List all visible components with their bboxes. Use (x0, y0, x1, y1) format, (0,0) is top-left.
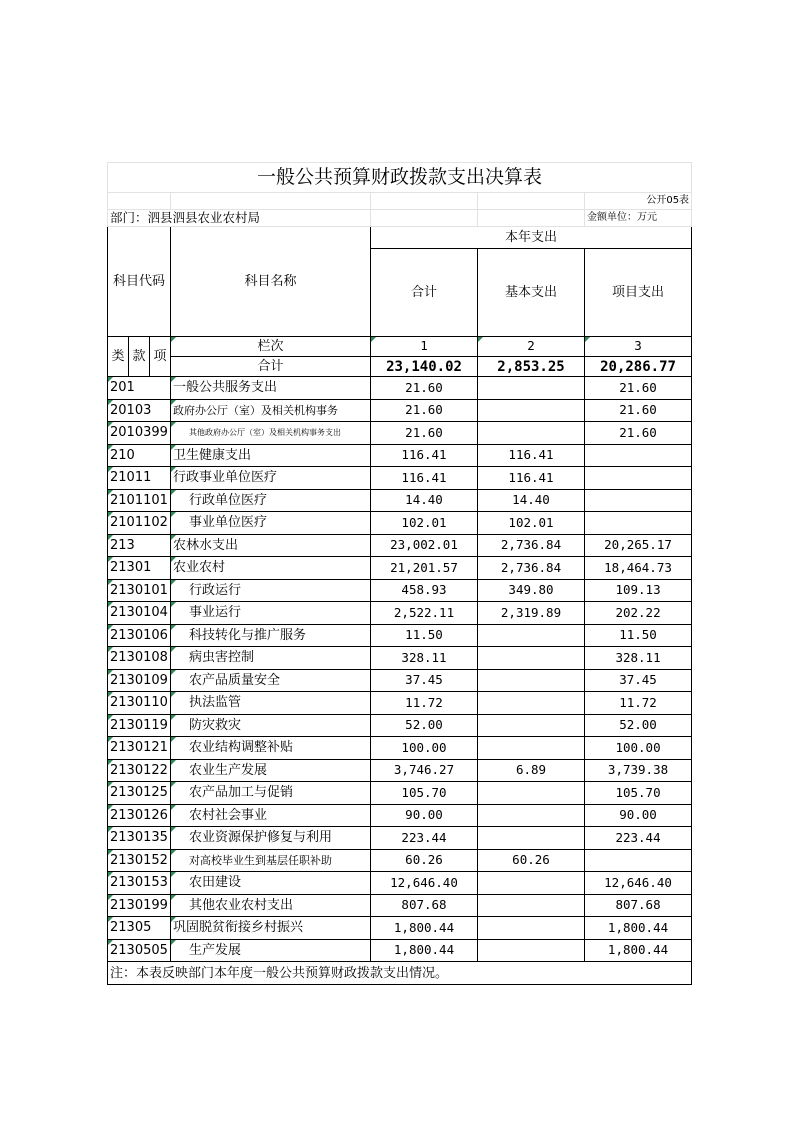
row-project: 328.11 (585, 647, 692, 670)
row-code: 2130199 (108, 894, 171, 917)
row-name: 农村社会事业 (171, 804, 371, 827)
table-row (108, 827, 692, 850)
summary-basic: 2,853.25 (478, 357, 585, 377)
row-code: 2130106 (108, 624, 171, 647)
row-project: 52.00 (585, 714, 692, 737)
row-project: 20,265.17 (585, 534, 692, 557)
data-rows (108, 377, 692, 962)
col-index-2: 2 (478, 337, 585, 357)
header-xiang: 项 (150, 337, 171, 377)
row-basic (478, 827, 585, 850)
budget-sheet (107, 162, 691, 985)
row-total: 23,002.01 (371, 534, 478, 557)
row-code: 21305 (108, 917, 171, 940)
row-basic (478, 714, 585, 737)
row-code: 2101102 (108, 512, 171, 535)
header-project: 项目支出 (585, 249, 692, 337)
row-name: 科技转化与推广服务 (171, 624, 371, 647)
row-basic: 2,736.84 (478, 557, 585, 580)
row-total: 14.40 (371, 489, 478, 512)
row-basic (478, 737, 585, 760)
row-basic: 116.41 (478, 444, 585, 467)
row-name: 病虫害控制 (171, 647, 371, 670)
row-basic: 6.89 (478, 759, 585, 782)
row-project: 202.22 (585, 602, 692, 625)
row-code: 2130109 (108, 669, 171, 692)
row-code: 2130110 (108, 692, 171, 715)
row-basic (478, 377, 585, 400)
row-project: 18,464.73 (585, 557, 692, 580)
row-project: 21.60 (585, 399, 692, 422)
row-name: 农业资源保护修复与利用 (171, 827, 371, 850)
row-project: 100.00 (585, 737, 692, 760)
summary-label: 合计 (171, 357, 371, 377)
row-project: 11.50 (585, 624, 692, 647)
row-code: 2130152 (108, 849, 171, 872)
table-row (108, 534, 692, 557)
row-basic (478, 782, 585, 805)
row-project: 3,739.38 (585, 759, 692, 782)
row-project: 21.60 (585, 377, 692, 400)
table-row (108, 602, 692, 625)
table-row (108, 444, 692, 467)
row-name: 行政事业单位医疗 (171, 467, 371, 490)
table-row (108, 557, 692, 580)
row-basic (478, 917, 585, 940)
row-name: 卫生健康支出 (171, 444, 371, 467)
row-code: 2130122 (108, 759, 171, 782)
row-code: 201 (108, 377, 171, 400)
row-basic (478, 692, 585, 715)
row-basic (478, 624, 585, 647)
table-row (108, 917, 692, 940)
row-code: 2130119 (108, 714, 171, 737)
table-row (108, 692, 692, 715)
header-total: 合计 (371, 249, 478, 337)
summary-project: 20,286.77 (585, 357, 692, 377)
row-name: 事业运行 (171, 602, 371, 625)
col-index-3: 3 (585, 337, 692, 357)
row-project: 90.00 (585, 804, 692, 827)
row-basic (478, 669, 585, 692)
row-name: 农业结构调整补贴 (171, 737, 371, 760)
row-project: 109.13 (585, 579, 692, 602)
row-basic (478, 939, 585, 962)
row-name: 农业生产发展 (171, 759, 371, 782)
department-label: 部门：泗县泗县农业农村局 (108, 210, 371, 227)
row-code: 2130121 (108, 737, 171, 760)
row-code: 21301 (108, 557, 171, 580)
row-basic (478, 422, 585, 445)
row-basic: 2,319.89 (478, 602, 585, 625)
row-name: 行政运行 (171, 579, 371, 602)
table-row (108, 737, 692, 760)
row-total: 37.45 (371, 669, 478, 692)
row-project: 223.44 (585, 827, 692, 850)
row-code: 20103 (108, 399, 171, 422)
row-total: 223.44 (371, 827, 478, 850)
row-total: 12,646.40 (371, 872, 478, 895)
row-name: 农林水支出 (171, 534, 371, 557)
row-total: 1,800.44 (371, 917, 478, 940)
table-row (108, 849, 692, 872)
table-row (108, 624, 692, 647)
table-row (108, 894, 692, 917)
row-name: 防灾救灾 (171, 714, 371, 737)
table-row (108, 872, 692, 895)
header-basic: 基本支出 (478, 249, 585, 337)
row-name: 巩固脱贫衔接乡村振兴 (171, 917, 371, 940)
row-project (585, 849, 692, 872)
header-name: 科目名称 (171, 227, 371, 337)
row-code: 2130125 (108, 782, 171, 805)
row-total: 116.41 (371, 444, 478, 467)
table-row (108, 669, 692, 692)
row-basic (478, 894, 585, 917)
row-basic (478, 647, 585, 670)
row-name: 农产品质量安全 (171, 669, 371, 692)
row-project: 21.60 (585, 422, 692, 445)
row-project: 807.68 (585, 894, 692, 917)
page-title: 一般公共预算财政拨款支出决算表 (108, 163, 692, 193)
row-name: 政府办公厅（室）及相关机构事务 (171, 399, 371, 422)
row-code: 2130126 (108, 804, 171, 827)
row-name: 行政单位医疗 (171, 489, 371, 512)
row-code: 21011 (108, 467, 171, 490)
row-basic: 102.01 (478, 512, 585, 535)
table-row (108, 782, 692, 805)
row-total: 1,800.44 (371, 939, 478, 962)
row-total: 21.60 (371, 422, 478, 445)
table-row (108, 759, 692, 782)
row-total: 105.70 (371, 782, 478, 805)
row-total: 21,201.57 (371, 557, 478, 580)
row-basic (478, 399, 585, 422)
row-total: 21.60 (371, 399, 478, 422)
unit-label: 金额单位：万元 (585, 210, 692, 227)
row-total: 11.72 (371, 692, 478, 715)
table-row (108, 422, 692, 445)
row-project (585, 444, 692, 467)
header-lanci: 栏次 (171, 337, 371, 357)
row-project: 11.72 (585, 692, 692, 715)
row-project (585, 489, 692, 512)
row-total: 328.11 (371, 647, 478, 670)
row-project: 1,800.44 (585, 939, 692, 962)
header-code: 科目代码 (108, 227, 171, 337)
row-name: 农业农村 (171, 557, 371, 580)
row-total: 2,522.11 (371, 602, 478, 625)
row-basic (478, 804, 585, 827)
row-code: 2130108 (108, 647, 171, 670)
row-code: 2130104 (108, 602, 171, 625)
table-row (108, 939, 692, 962)
row-code: 2130101 (108, 579, 171, 602)
row-project: 12,646.40 (585, 872, 692, 895)
row-total: 100.00 (371, 737, 478, 760)
row-project (585, 467, 692, 490)
row-project (585, 512, 692, 535)
row-code: 2130153 (108, 872, 171, 895)
table-row (108, 399, 692, 422)
budget-table (107, 162, 692, 985)
row-name: 一般公共服务支出 (171, 377, 371, 400)
row-code: 210 (108, 444, 171, 467)
row-total: 60.26 (371, 849, 478, 872)
row-total: 11.50 (371, 624, 478, 647)
table-row (108, 804, 692, 827)
row-name: 农田建设 (171, 872, 371, 895)
footnote: 注：本表反映部门本年度一般公共预算财政拨款支出情况。 (108, 962, 692, 985)
header-lei: 类 (108, 337, 129, 377)
row-code: 213 (108, 534, 171, 557)
row-code: 2010399 (108, 422, 171, 445)
table-row (108, 714, 692, 737)
table-row (108, 489, 692, 512)
table-row (108, 579, 692, 602)
row-total: 807.68 (371, 894, 478, 917)
row-name: 事业单位医疗 (171, 512, 371, 535)
row-basic: 2,736.84 (478, 534, 585, 557)
row-name: 其他农业农村支出 (171, 894, 371, 917)
table-row (108, 467, 692, 490)
row-total: 52.00 (371, 714, 478, 737)
row-name: 执法监管 (171, 692, 371, 715)
row-code: 2130135 (108, 827, 171, 850)
row-name: 生产发展 (171, 939, 371, 962)
row-code: 2130505 (108, 939, 171, 962)
row-project: 37.45 (585, 669, 692, 692)
table-row (108, 512, 692, 535)
row-code: 2101101 (108, 489, 171, 512)
row-total: 90.00 (371, 804, 478, 827)
col-index-1: 1 (371, 337, 478, 357)
row-total: 458.93 (371, 579, 478, 602)
row-name: 其他政府办公厅（室）及相关机构事务支出 (171, 422, 371, 445)
row-total: 116.41 (371, 467, 478, 490)
row-total: 3,746.27 (371, 759, 478, 782)
row-basic: 116.41 (478, 467, 585, 490)
row-project: 1,800.44 (585, 917, 692, 940)
summary-total: 23,140.02 (371, 357, 478, 377)
header-kuan: 款 (129, 337, 150, 377)
header-current-year: 本年支出 (371, 227, 692, 249)
row-name: 对高校毕业生到基层任职补助 (171, 849, 371, 872)
form-number: 公开05表 (585, 193, 692, 210)
row-total: 102.01 (371, 512, 478, 535)
row-name: 农产品加工与促销 (171, 782, 371, 805)
row-basic: 60.26 (478, 849, 585, 872)
table-row (108, 377, 692, 400)
row-basic: 349.80 (478, 579, 585, 602)
table-row (108, 647, 692, 670)
row-basic: 14.40 (478, 489, 585, 512)
row-basic (478, 872, 585, 895)
row-total: 21.60 (371, 377, 478, 400)
row-project: 105.70 (585, 782, 692, 805)
